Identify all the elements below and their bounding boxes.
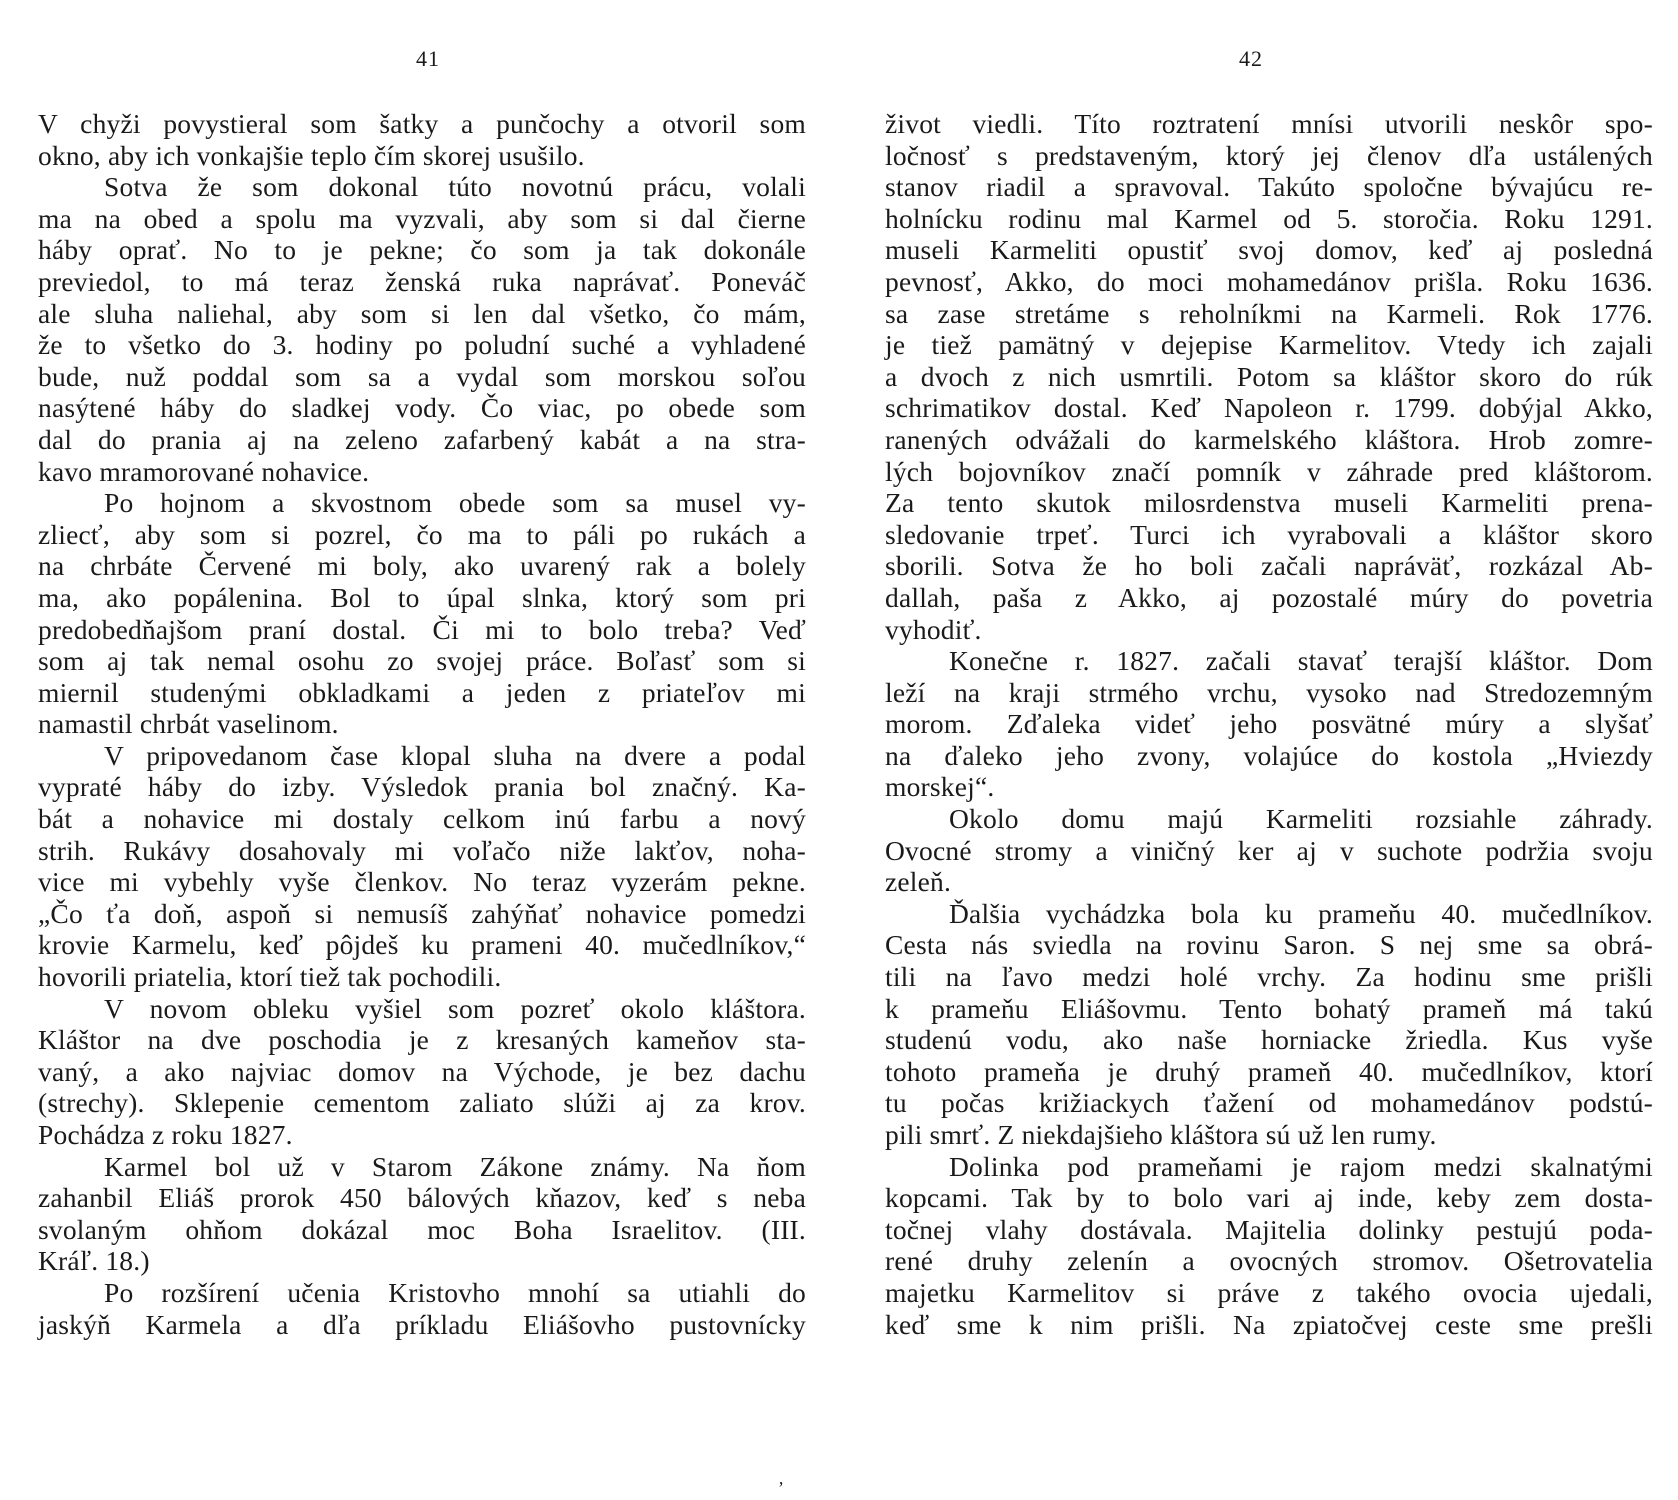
text-line: Kráľ. 18.) [38,1245,150,1277]
text-line: svolaným ohňom dokázal moc Boha Israelitov. (III. [38,1213,806,1245]
text-line: majetku Karmelitov si práve z takého ovocia ujedali, [885,1276,1653,1308]
text-line: a dvoch z nich usmrtili. Potom sa kláštor skoro do rúk [885,360,1653,392]
text-line: bude, nuž poddal som sa a vydal som morskou soľou [38,360,806,392]
text-line: lých bojovníkov značí pomník v záhrade pred kláštorom. [885,455,1653,487]
text-line: kopcami. Tak by to bolo vari aj inde, keby zem dosta- [885,1182,1653,1214]
text-line: Za tento skutok milosrdenstva museli Karmeliti prena- [885,487,1653,519]
text-line: vice mi vybehly vyše členkov. No teraz vyzerám pekne. [38,866,806,898]
text-line: na chrbáte Červené mi boly, ako uvarený rak a bolely [38,550,806,582]
text-line: k prameňu Eliášovmu. Tento bohatý prameň má takú [885,992,1653,1024]
text-line: ma na obed a spolu ma vyzvali, aby som si dal čierne [38,202,806,234]
text-line: okno, aby ich vonkajšie teplo čím skorej usušilo. [38,139,585,171]
text-line: „Čo ťa doň, aspoň si nemusíš zahýňať nohavice pomedzi [38,897,806,929]
text-line: museli Karmeliti opustiť svoj domov, keď aj posledná [885,234,1653,266]
page-body [885,108,1653,1340]
text-line: holnícku rodinu mal Karmel od 5. storočia. Roku 1291. [885,202,1653,234]
right-page [885,0,1653,1500]
text-line: dallah, paša z Akko, aj pozostalé múry do povetria [885,581,1653,613]
text-line: zahanbil Eliáš prorok 450 bálových kňazov, keď s neba [38,1182,806,1214]
text-line: hovorili priatelia, ktorí tiež tak pochodili. [38,961,502,993]
page-number: 41 [416,46,440,71]
text-line: stanov riadil a spravoval. Takúto spoločne bývajúcu re- [885,171,1653,203]
text-line: previedol, to má teraz ženská ruka naprávať. Poneváč [38,265,806,297]
text-line: háby oprať. No to je pekne; čo som ja tak dokonále [38,234,806,266]
text-line: jaskýň Karmela a dľa príkladu Eliášovho pustovnícky [38,1308,806,1340]
text-line: sledovanie trpeť. Turci ich vyrabovali a kláštor skoro [885,518,1653,550]
text-line: predobedňajšom praní dostal. Či mi to bolo treba? Veď [38,613,806,645]
page-body [38,108,806,1340]
text-line: keď sme k nim prišli. Na zpiatočvej ceste sme prešli [885,1308,1653,1340]
text-line: rené druhy zelenín a ovocných stromov. Ošetrovatelia [885,1245,1653,1277]
text-line: Karmel bol už v Starom Zákone známy. Na ňom [104,1150,806,1182]
text-line: ranených odvážali do karmelského kláštora. Hrob zomre- [885,423,1653,455]
text-line: ločnosť s predstaveným, ktorý jej členov dľa ustálených [885,139,1653,171]
text-line: zliecť, aby som si pozrel, čo ma to páli po rukách a [38,518,806,550]
text-line: že to všetko do 3. hodiny po poludní suché a vyhladené [38,329,806,361]
text-line: Po hojnom a skvostnom obede som sa musel vy- [104,487,806,519]
text-line: Ovocné stromy a viničný ker aj v suchote podržia svoju [885,834,1653,866]
text-line: krovie Karmelu, keď pôjdeš ku prameni 40. mučedlníkov,“ [38,929,806,961]
left-page [38,0,806,1500]
text-line: vyprаté háby do izby. Výsledok prania bol značný. Ka- [38,771,806,803]
page-number: 42 [1239,46,1263,71]
text-line: tu počas križiackych ťažení od mohamedánov podstú- [885,1087,1653,1119]
text-line: Sotva že som dokonal túto novotnú prácu, volali [104,171,806,203]
text-line: Pochádza z roku 1827. [38,1119,293,1150]
text-line: pevnosť, Akko, do moci mohamedánov prišla. Roku 1636. [885,265,1653,297]
text-line: Po rozšírení učenia Kristovho mnohí sa utiahli do [104,1276,806,1308]
text-line: vaný, a ako najviac domov na Východe, je bez dachu [38,1055,806,1087]
text-line: Ďalšia vychádzka bola ku prameňu 40. mučedlníkov. [949,897,1653,929]
text-line: Konečne r. 1827. začali stavať terajší kláštor. Dom [949,645,1653,677]
text-line: ale sluha naliehal, aby som si len dal všetko, čo mám, [38,297,806,329]
text-line: nasýtené háby do sladkej vody. Čo viac, po obede som [38,392,806,424]
text-line: tili na ľavo medzi holé vrchy. Za hodinu sme prišli [885,961,1653,993]
text-line: som aj tak nemal osohu zo svojej práce. Boľasť som si [38,645,806,677]
text-line: pili smrť. Z niekdajšieho kláštora sú už len rumy. [885,1119,1437,1150]
text-line: Dolinka pod prameňami je rajom medzi skalnatými [949,1150,1653,1182]
text-line: vyhodiť. [885,613,982,645]
text-line: V pripovedanom čase klopal sluha na dvere a podal [104,739,806,771]
text-line: schrimatikov dostal. Keď Napoleon r. 1799. dobýjal Akko, [885,392,1653,424]
text-line: na ďaleko jeho zvony, volajúce do kostola „Hviezdy [885,739,1653,771]
text-line: strih. Rukávy dosahovaly mi voľačo niže lakťov, noha- [38,834,806,866]
text-line: (strechy). Sklepenie cementom zaliato slúži aj za krov. [38,1087,806,1119]
text-line: bát a nohavice mi dostaly celkom inú farbu a nový [38,803,806,835]
text-line: sa zase stretáme s reholníkmi na Karmeli. Rok 1776. [885,297,1653,329]
text-line: V novom obleku vyšiel som pozreť okolo kláštora. [104,992,806,1024]
text-line: namastil chrbát vaselinom. [38,708,339,740]
text-line: Cesta nás sviedla na rovinu Saron. S nej sme sa obrá- [885,929,1653,961]
text-line: dal do prania aj na zeleno zafarbený kabát a na stra- [38,423,806,455]
text-line: Okolo domu majú Karmeliti rozsiahle záhrady. [949,803,1653,835]
text-line: kavo mramorované nohavice. [38,455,370,487]
text-line: morskej“. [885,771,995,803]
text-line: je tiež pamätný v dejepise Karmelitov. Vtedy ich zajali [885,329,1653,361]
text-line: tohoto prameňa je druhý prameň 40. mučedlníkov, ktorí [885,1055,1653,1087]
text-line: V chyži povystieral som šatky a punčochy a otvoril som [38,108,806,139]
text-line: zeleň. [885,866,952,898]
text-line: leží na kraji strmého vrchu, vysoko nad Stredozemným [885,676,1653,708]
text-line: studenú vodu, ako naše horniacke žriedla. Kus vyše [885,1024,1653,1056]
text-line: Kláštor na dve poschodia je z kresaných kameňov sta- [38,1024,806,1056]
text-line: ma, ako popálenina. Bol to úpal slnka, ktorý som pri [38,581,806,613]
text-line: točnej vlahy dostávala. Majitelia dolinky pestujú poda- [885,1213,1653,1245]
text-line: život viedli. Títo roztratení mnísi utvorili neskôr spo- [885,108,1653,139]
stray-mark: ‚ [778,1468,784,1488]
text-line: miernil studenými obkladkami a jeden z priateľov mi [38,676,806,708]
text-line: sborili. Sotva že ho boli začali napráväť, rozkázal Ab- [885,550,1653,582]
text-line: morom. Zďaleka videť jeho posvätné múry a slyšať [885,708,1653,740]
